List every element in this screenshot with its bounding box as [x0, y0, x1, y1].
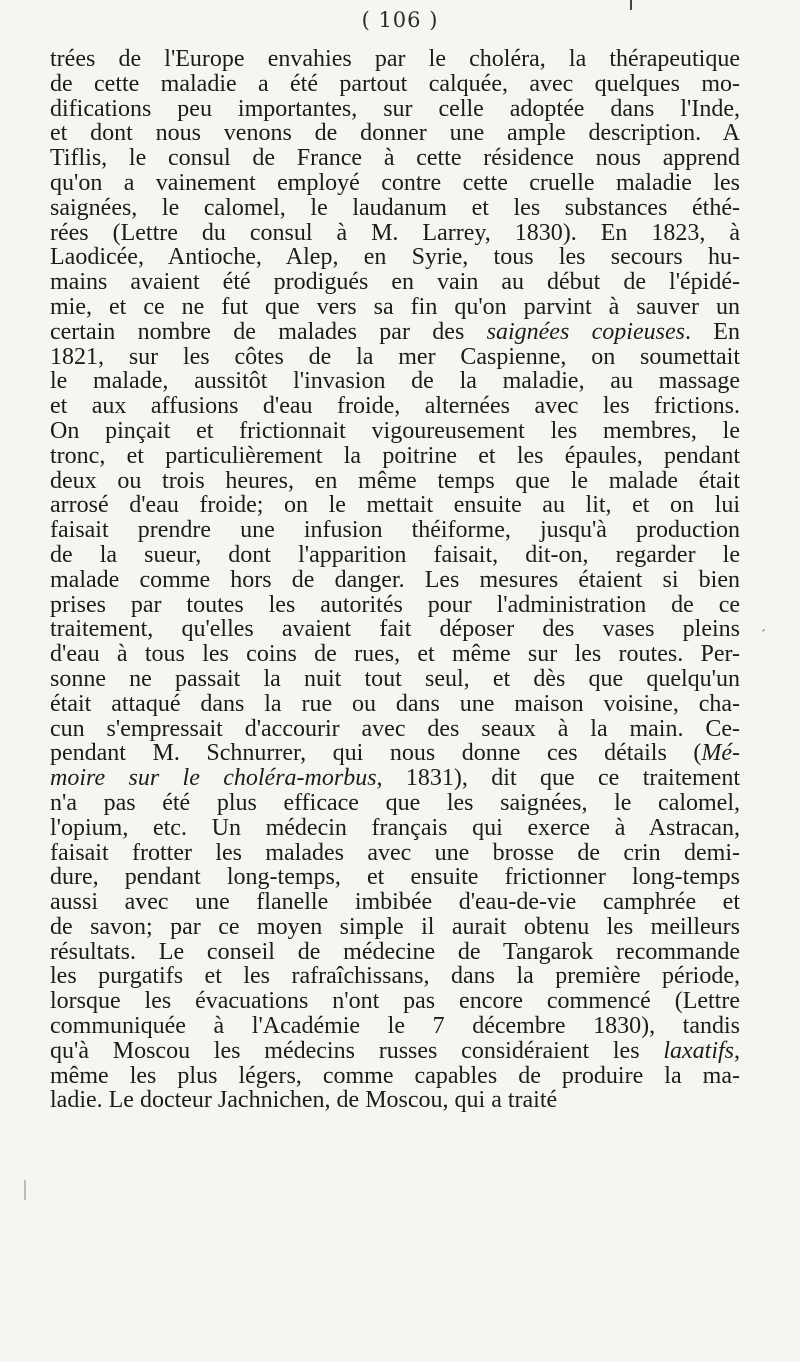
body-text	[50, 47, 740, 1113]
text-line: cun s'empressait d'accourir avec des seaux à la main. Ce-	[50, 715, 740, 742]
text-line: qu'à Moscou les médecins russes considéraient les laxatifs,	[50, 1037, 740, 1064]
page-number: ( 106 )	[361, 8, 439, 32]
text-line: de la sueur, dont l'apparition faisait, dit-on, regarder le	[50, 541, 740, 568]
text-line: dure, pendant long-temps, et ensuite frictionner long-temps	[50, 864, 740, 891]
text-line: Tiflis, le consul de France à cette résidence nous apprend	[50, 145, 740, 172]
text-line: même les plus légers, comme capables de produire la ma-	[50, 1062, 740, 1089]
text-line: faisait frotter les malades avec une brosse de crin demi-	[50, 839, 740, 866]
text-line: les purgatifs et les rafraîchissans, dans la première période,	[50, 963, 740, 990]
text-line: était attaqué dans la rue ou dans une maison voisine, cha-	[50, 690, 740, 717]
text-line: trées de l'Europe envahies par le choléra, la thérapeutique	[50, 46, 740, 72]
text-line: communiquée à l'Académie le 7 décembre 1830), tandis	[50, 1013, 740, 1040]
text-line: certain nombre de malades par des saignées copieuses. En	[50, 318, 740, 345]
text-line: faisait prendre une infusion théiforme, jusqu'à production	[50, 517, 740, 544]
text-line: mie, et ce ne fut que vers sa fin qu'on parvint à sauver un	[50, 293, 740, 320]
text-line: Laodicée, Antioche, Alep, en Syrie, tous les secours hu-	[50, 244, 740, 271]
text-line: de cette maladie a été partout calquée, avec quelques mo-	[50, 70, 740, 97]
text-line: d'eau à tous les coins de rues, et même sur les routes. Per-	[50, 641, 740, 668]
text-line: arrosé d'eau froide; on le mettait ensuite au lit, et on lui	[50, 492, 740, 519]
text-line: saignées, le calomel, le laudanum et les substances éthé-	[50, 194, 740, 221]
text-line: n'a pas été plus efficace que les saignées, le calomel,	[50, 789, 740, 816]
text-line: difications peu importantes, sur celle adoptée dans l'Inde,	[50, 95, 740, 122]
text-line: aussi avec une flanelle imbibée d'eau-de-vie camphrée et	[50, 889, 740, 916]
text-line: l'opium, etc. Un médecin français qui exerce à Astracan,	[50, 814, 740, 841]
text-line: ladie. Le docteur Jachnichen, de Moscou, qui a traité	[50, 1087, 558, 1114]
text-line: résultats. Le conseil de médecine de Tangarok recommande	[50, 938, 740, 965]
text-line: et dont nous venons de donner une ample description. A	[50, 120, 740, 147]
text-line: lorsque les évacuations n'ont pas encore commencé (Lettre	[50, 988, 740, 1015]
text-line: tronc, et particulièrement la poitrine et les épaules, pendant	[50, 442, 740, 469]
text-line: prises par toutes les autorités pour l'administration de ce	[50, 591, 740, 618]
text-line: pendant M. Schnurrer, qui nous donne ces détails (Mé-	[50, 740, 740, 767]
text-line: qu'on a vainement employé contre cette cruelle maladie les	[50, 169, 740, 196]
text-line: 1821, sur les côtes de la mer Caspienne, on soumettait	[50, 343, 740, 370]
text-line: et aux affusions d'eau froide, alternées avec les frictions.	[50, 393, 740, 420]
margin-mark: ´	[760, 628, 766, 642]
text-line: le malade, aussitôt l'invasion de la maladie, au massage	[50, 368, 740, 395]
text-line: de savon; par ce moyen simple il aurait obtenu les meilleurs	[50, 913, 740, 940]
text-line: mains avaient été prodigués en vain au début de l'épidé-	[50, 269, 740, 296]
text-line: deux ou trois heures, en même temps que le malade était	[50, 467, 740, 494]
text-line: On pinçait et frictionnait vigoureusement les membres, le	[50, 417, 740, 444]
scan-edge-mark	[24, 1180, 26, 1200]
text-line: rées (Lettre du consul à M. Larrey, 1830). En 1823, à	[50, 219, 740, 246]
text-line: sonne ne passait la nuit tout seul, et dès que quelqu'un	[50, 665, 740, 692]
text-line: moire sur le choléra-morbus, 1831), dit que ce traitement	[50, 765, 740, 792]
text-line: traitement, qu'elles avaient fait déposer des vases pleins	[50, 616, 740, 643]
text-line: malade comme hors de danger. Les mesures étaient si bien	[50, 566, 740, 593]
